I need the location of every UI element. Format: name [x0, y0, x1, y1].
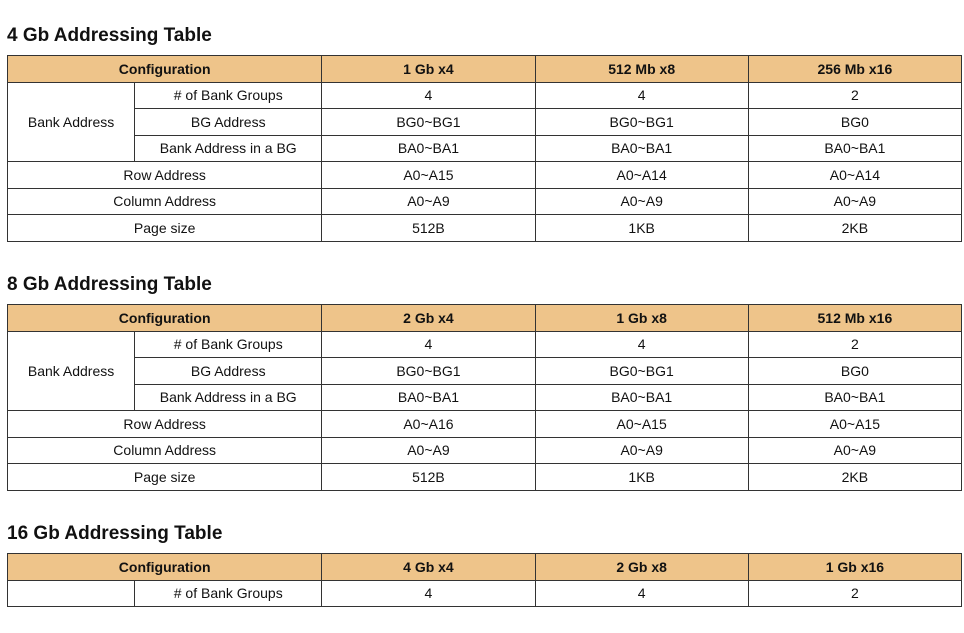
header-row — [8, 305, 962, 332]
cell: A0~A9 — [535, 188, 748, 215]
addressing-table-4gb-section — [7, 24, 962, 242]
cell: 2KB — [748, 215, 961, 242]
addressing-table-8gb — [7, 304, 962, 491]
header-col-3: 512 Mb x16 — [748, 305, 961, 332]
cell: BA0~BA1 — [748, 135, 961, 162]
row-label: Page size — [8, 464, 322, 491]
header-col-1: 2 Gb x4 — [322, 305, 535, 332]
row-label: Row Address — [8, 411, 322, 438]
row-label: BG Address — [135, 358, 322, 385]
cell: A0~A9 — [322, 437, 535, 464]
table-row — [8, 82, 962, 109]
row-label: # of Bank Groups — [135, 580, 322, 607]
table-row — [8, 135, 962, 162]
table-row — [8, 358, 962, 385]
bank-address-label: Bank Address — [8, 82, 135, 162]
cell: BA0~BA1 — [322, 135, 535, 162]
cell: 512B — [322, 464, 535, 491]
addressing-table-8gb-section — [7, 273, 962, 491]
table-title: 4 Gb Addressing Table — [7, 25, 212, 46]
cell: BA0~BA1 — [748, 384, 961, 411]
cell: BG0 — [748, 358, 961, 385]
cell: 4 — [535, 82, 748, 109]
addressing-table-16gb — [7, 553, 962, 607]
row-label: Column Address — [8, 437, 322, 464]
cell: A0~A16 — [322, 411, 535, 438]
cell: BG0~BG1 — [322, 358, 535, 385]
cell: BG0~BG1 — [322, 109, 535, 136]
row-label: Page size — [8, 215, 322, 242]
header-col-1: 4 Gb x4 — [322, 554, 535, 581]
bank-address-label: Bank Address — [8, 331, 135, 411]
cell: 4 — [535, 580, 748, 607]
cell: 1KB — [535, 215, 748, 242]
row-label: Bank Address in a BG — [135, 384, 322, 411]
row-label: BG Address — [135, 109, 322, 136]
table-row — [8, 215, 962, 242]
cell: 4 — [535, 331, 748, 358]
row-label: Column Address — [8, 188, 322, 215]
cell: A0~A14 — [748, 162, 961, 189]
row-label: Row Address — [8, 162, 322, 189]
header-col-2: 2 Gb x8 — [535, 554, 748, 581]
table-row — [8, 162, 962, 189]
cell: A0~A9 — [748, 437, 961, 464]
table-row — [8, 464, 962, 491]
table-row — [8, 580, 962, 607]
cell: 2 — [748, 580, 961, 607]
header-col-2: 1 Gb x8 — [535, 305, 748, 332]
cell: 4 — [322, 580, 535, 607]
bank-address-label — [8, 580, 135, 607]
header-configuration: Configuration — [8, 305, 322, 332]
header-col-3: 256 Mb x16 — [748, 56, 961, 83]
addressing-table-4gb — [7, 55, 962, 242]
row-label: # of Bank Groups — [135, 82, 322, 109]
cell: 4 — [322, 82, 535, 109]
table-title: 16 Gb Addressing Table — [7, 523, 223, 544]
cell: A0~A15 — [748, 411, 961, 438]
cell: BG0 — [748, 109, 961, 136]
table-row — [8, 384, 962, 411]
cell: A0~A14 — [535, 162, 748, 189]
header-configuration: Configuration — [8, 554, 322, 581]
row-label: Bank Address in a BG — [135, 135, 322, 162]
table-row — [8, 188, 962, 215]
table-row — [8, 331, 962, 358]
addressing-table-16gb-section — [7, 522, 962, 633]
table-row — [8, 437, 962, 464]
header-row — [8, 56, 962, 83]
cell: BA0~BA1 — [535, 384, 748, 411]
cell: BG0~BG1 — [535, 358, 748, 385]
row-label: # of Bank Groups — [135, 331, 322, 358]
header-configuration: Configuration — [8, 56, 322, 83]
cell: BA0~BA1 — [322, 384, 535, 411]
cell: BA0~BA1 — [535, 135, 748, 162]
table-row — [8, 109, 962, 136]
cell: A0~A9 — [748, 188, 961, 215]
cell: 2 — [748, 82, 961, 109]
cell: BG0~BG1 — [535, 109, 748, 136]
table-row — [8, 411, 962, 438]
cell: A0~A9 — [322, 188, 535, 215]
header-col-1: 1 Gb x4 — [322, 56, 535, 83]
cell: A0~A15 — [535, 411, 748, 438]
cell: 4 — [322, 331, 535, 358]
cell: A0~A9 — [535, 437, 748, 464]
table-title: 8 Gb Addressing Table — [7, 274, 212, 295]
cell: A0~A15 — [322, 162, 535, 189]
header-row — [8, 554, 962, 581]
header-col-3: 1 Gb x16 — [748, 554, 961, 581]
cell: 2KB — [748, 464, 961, 491]
header-col-2: 512 Mb x8 — [535, 56, 748, 83]
cell: 1KB — [535, 464, 748, 491]
cell: 2 — [748, 331, 961, 358]
cell: 512B — [322, 215, 535, 242]
